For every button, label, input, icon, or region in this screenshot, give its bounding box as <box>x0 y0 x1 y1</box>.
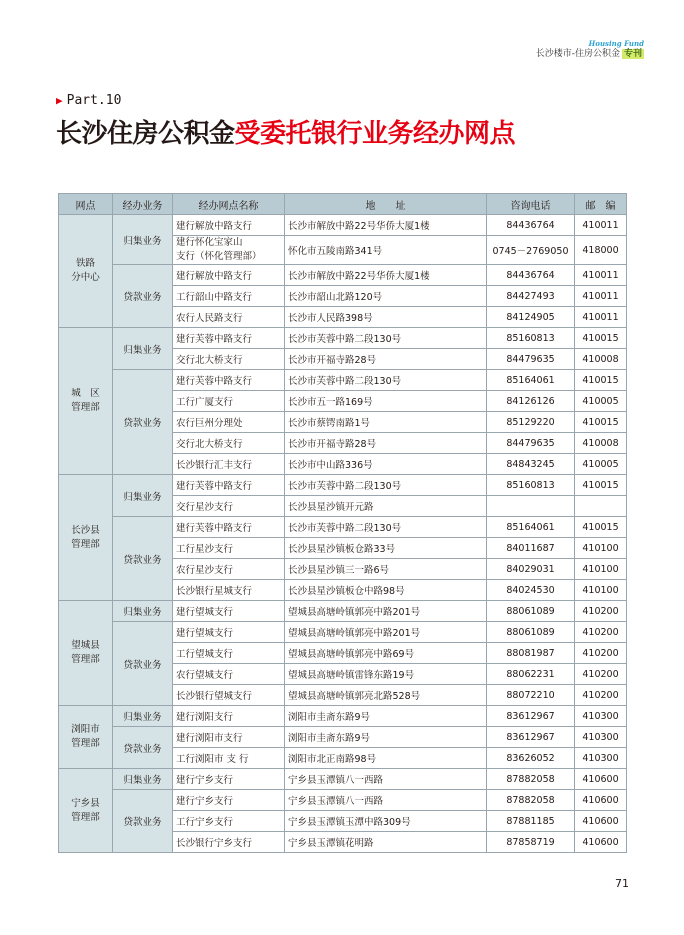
phone-cell: 84126126 <box>487 391 575 412</box>
logo-script: Housing Fund <box>588 39 644 48</box>
header-logo <box>536 40 644 60</box>
address-cell: 长沙市芙蓉中路二段130号 <box>285 328 487 349</box>
region-cell: 长沙县 管理部 <box>59 475 113 601</box>
zip-cell: 410600 <box>575 790 627 811</box>
header-cell-business: 经办业务 <box>113 194 173 215</box>
table-row <box>59 601 627 622</box>
phone-cell: 0745－2769050 <box>487 236 575 265</box>
business-cell: 归集业务 <box>113 706 173 727</box>
header-cell-address: 地 址 <box>285 194 487 215</box>
page-number: 71 <box>615 877 629 890</box>
phone-cell: 84011687 <box>487 538 575 559</box>
zip-cell: 410015 <box>575 517 627 538</box>
region-cell: 望城县 管理部 <box>59 601 113 706</box>
region-cell: 城 区 管理部 <box>59 328 113 475</box>
address-cell: 望城县高塘岭镇郭亮中路69号 <box>285 643 487 664</box>
outlet-name-cell: 工行星沙支行 <box>173 538 285 559</box>
address-cell: 浏阳市圭斋东路9号 <box>285 727 487 748</box>
outlet-name-cell: 交行星沙支行 <box>173 496 285 517</box>
zip-cell: 410300 <box>575 727 627 748</box>
address-cell: 怀化市五陵南路341号 <box>285 236 487 265</box>
table-row <box>59 475 627 496</box>
address-cell: 长沙市中山路336号 <box>285 454 487 475</box>
outlet-name-cell: 长沙银行汇丰支行 <box>173 454 285 475</box>
table-row <box>59 215 627 236</box>
zip-cell: 410011 <box>575 265 627 286</box>
logo-tag: 专刊 <box>623 49 642 59</box>
phone-cell: 84479635 <box>487 433 575 454</box>
outlet-name-cell: 建行芙蓉中路支行 <box>173 370 285 391</box>
phone-cell: 84436764 <box>487 215 575 236</box>
address-cell: 浏阳市圭斋东路9号 <box>285 706 487 727</box>
outlet-name-cell: 建行解放中路支行 <box>173 215 285 236</box>
zip-cell: 410015 <box>575 475 627 496</box>
outlets-table <box>58 193 627 853</box>
business-cell: 归集业务 <box>113 475 173 517</box>
outlet-name-cell: 农行望城支行 <box>173 664 285 685</box>
header-cell-zip: 邮 编 <box>575 194 627 215</box>
phone-cell: 87882058 <box>487 790 575 811</box>
outlet-name-cell: 建行芙蓉中路支行 <box>173 328 285 349</box>
phone-cell <box>487 496 575 517</box>
phone-cell: 88061089 <box>487 601 575 622</box>
outlet-name-cell: 长沙银行宁乡支行 <box>173 832 285 853</box>
phone-cell: 88062231 <box>487 664 575 685</box>
outlet-name-cell: 农行星沙支行 <box>173 559 285 580</box>
table-row <box>59 370 627 391</box>
phone-cell: 88072210 <box>487 685 575 706</box>
zip-cell: 410015 <box>575 328 627 349</box>
phone-cell: 84124905 <box>487 307 575 328</box>
phone-cell: 84479635 <box>487 349 575 370</box>
table-header-row <box>59 194 627 215</box>
phone-cell: 85160813 <box>487 475 575 496</box>
business-cell: 归集业务 <box>113 215 173 265</box>
zip-cell: 410008 <box>575 349 627 370</box>
table-row <box>59 328 627 349</box>
triangle-icon: ▶ <box>56 94 63 107</box>
phone-cell: 85160813 <box>487 328 575 349</box>
title-red: 受委托银行业务经办网点 <box>234 119 516 149</box>
outlet-name-cell: 农行人民路支行 <box>173 307 285 328</box>
outlet-name-cell: 建行浏阳支行 <box>173 706 285 727</box>
zip-cell: 410200 <box>575 643 627 664</box>
business-cell: 贷款业务 <box>113 265 173 328</box>
outlet-name-cell: 建行浏阳市支行 <box>173 727 285 748</box>
zip-cell: 418000 <box>575 236 627 265</box>
outlet-name-cell: 农行巨州分理处 <box>173 412 285 433</box>
address-cell: 长沙市芙蓉中路二段130号 <box>285 517 487 538</box>
zip-cell: 410600 <box>575 769 627 790</box>
zip-cell: 410005 <box>575 454 627 475</box>
table-row <box>59 790 627 811</box>
business-cell: 贷款业务 <box>113 727 173 769</box>
title-black: 长沙住房公积金 <box>56 119 235 149</box>
business-cell: 归集业务 <box>113 328 173 370</box>
zip-cell: 410200 <box>575 601 627 622</box>
address-cell: 长沙市解放中路22号华侨大厦1楼 <box>285 215 487 236</box>
business-cell: 归集业务 <box>113 601 173 622</box>
page-title <box>56 113 515 150</box>
address-cell: 长沙市蔡锷南路1号 <box>285 412 487 433</box>
zip-cell: 410100 <box>575 538 627 559</box>
address-cell: 长沙市五一路169号 <box>285 391 487 412</box>
logo-text: 长沙楼市-住房公积金 <box>535 49 620 59</box>
outlet-name-cell: 长沙银行望城支行 <box>173 685 285 706</box>
address-cell: 宁乡县玉潭镇花明路 <box>285 832 487 853</box>
zip-cell: 410600 <box>575 811 627 832</box>
address-cell: 长沙县星沙镇三一路6号 <box>285 559 487 580</box>
phone-cell: 84843245 <box>487 454 575 475</box>
outlet-name-cell: 交行北大桥支行 <box>173 433 285 454</box>
business-cell: 归集业务 <box>113 769 173 790</box>
address-cell: 望城县高塘岭镇雷锋东路19号 <box>285 664 487 685</box>
table-row <box>59 727 627 748</box>
address-cell: 望城县高塘岭镇郭亮北路528号 <box>285 685 487 706</box>
phone-cell: 85164061 <box>487 370 575 391</box>
phone-cell: 85129220 <box>487 412 575 433</box>
table-row <box>59 622 627 643</box>
outlet-name-cell: 建行宁乡支行 <box>173 769 285 790</box>
part-text: Part.10 <box>66 93 122 108</box>
address-cell: 长沙市韶山北路120号 <box>285 286 487 307</box>
address-cell: 长沙市芙蓉中路二段130号 <box>285 475 487 496</box>
region-cell: 宁乡县 管理部 <box>59 769 113 853</box>
address-cell: 长沙市开福寺路28号 <box>285 349 487 370</box>
address-cell: 望城县高塘岭镇郭亮中路201号 <box>285 601 487 622</box>
address-cell: 长沙市人民路398号 <box>285 307 487 328</box>
address-cell: 长沙县星沙镇板仓中路98号 <box>285 580 487 601</box>
zip-cell: 410600 <box>575 832 627 853</box>
table-row <box>59 706 627 727</box>
outlet-name-cell: 建行芙蓉中路支行 <box>173 475 285 496</box>
zip-cell: 410200 <box>575 685 627 706</box>
outlet-name-cell: 建行怀化宝家山 支行（怀化管理部） <box>173 236 285 265</box>
zip-cell: 410011 <box>575 215 627 236</box>
address-cell: 长沙市芙蓉中路二段130号 <box>285 370 487 391</box>
header-cell-outlet: 经办网点名称 <box>173 194 285 215</box>
phone-cell: 87882058 <box>487 769 575 790</box>
zip-cell: 410100 <box>575 559 627 580</box>
outlet-name-cell: 工行韶山中路支行 <box>173 286 285 307</box>
part-label <box>56 93 121 108</box>
business-cell: 贷款业务 <box>113 622 173 706</box>
region-cell: 浏阳市 管理部 <box>59 706 113 769</box>
outlet-name-cell: 工行浏阳市 支 行 <box>173 748 285 769</box>
phone-cell: 84024530 <box>487 580 575 601</box>
zip-cell: 410008 <box>575 433 627 454</box>
outlet-name-cell: 建行解放中路支行 <box>173 265 285 286</box>
business-cell: 贷款业务 <box>113 370 173 475</box>
outlet-name-cell: 工行宁乡支行 <box>173 811 285 832</box>
outlet-name-cell: 建行芙蓉中路支行 <box>173 517 285 538</box>
outlet-name-cell: 建行望城支行 <box>173 622 285 643</box>
address-cell: 宁乡县玉潭镇玉潭中路309号 <box>285 811 487 832</box>
phone-cell: 88081987 <box>487 643 575 664</box>
business-cell: 贷款业务 <box>113 790 173 853</box>
phone-cell: 87881185 <box>487 811 575 832</box>
zip-cell: 410200 <box>575 622 627 643</box>
zip-cell: 410015 <box>575 370 627 391</box>
header-cell-phone: 咨询电话 <box>487 194 575 215</box>
header-cell-region: 网点 <box>59 194 113 215</box>
table-row <box>59 769 627 790</box>
table-body <box>59 215 627 853</box>
zip-cell: 410100 <box>575 580 627 601</box>
table-row <box>59 265 627 286</box>
zip-cell: 410011 <box>575 286 627 307</box>
zip-cell: 410011 <box>575 307 627 328</box>
address-cell: 宁乡县玉潭镇八一西路 <box>285 769 487 790</box>
zip-cell: 410300 <box>575 748 627 769</box>
zip-cell: 410200 <box>575 664 627 685</box>
logo-text-line <box>536 48 644 60</box>
address-cell: 长沙县星沙镇板仓路33号 <box>285 538 487 559</box>
address-cell: 长沙市解放中路22号华侨大厦1楼 <box>285 265 487 286</box>
phone-cell: 83626052 <box>487 748 575 769</box>
phone-cell: 85164061 <box>487 517 575 538</box>
phone-cell: 84436764 <box>487 265 575 286</box>
zip-cell: 410005 <box>575 391 627 412</box>
address-cell: 长沙县星沙镇开元路 <box>285 496 487 517</box>
outlet-name-cell: 建行宁乡支行 <box>173 790 285 811</box>
table-row <box>59 517 627 538</box>
phone-cell: 87858719 <box>487 832 575 853</box>
region-cell: 铁路 分中心 <box>59 215 113 328</box>
phone-cell: 83612967 <box>487 727 575 748</box>
address-cell: 浏阳市北正南路98号 <box>285 748 487 769</box>
address-cell: 长沙市开福寺路28号 <box>285 433 487 454</box>
phone-cell: 83612967 <box>487 706 575 727</box>
outlet-name-cell: 建行望城支行 <box>173 601 285 622</box>
phone-cell: 84427493 <box>487 286 575 307</box>
outlet-name-cell: 工行广厦支行 <box>173 391 285 412</box>
outlet-name-cell: 交行北大桥支行 <box>173 349 285 370</box>
zip-cell: 410015 <box>575 412 627 433</box>
phone-cell: 84029031 <box>487 559 575 580</box>
phone-cell: 88061089 <box>487 622 575 643</box>
business-cell: 贷款业务 <box>113 517 173 601</box>
outlet-name-cell: 工行望城支行 <box>173 643 285 664</box>
outlet-name-cell: 长沙银行星城支行 <box>173 580 285 601</box>
address-cell: 宁乡县玉潭镇八一西路 <box>285 790 487 811</box>
zip-cell <box>575 496 627 517</box>
address-cell: 望城县高塘岭镇郭亮中路201号 <box>285 622 487 643</box>
zip-cell: 410300 <box>575 706 627 727</box>
